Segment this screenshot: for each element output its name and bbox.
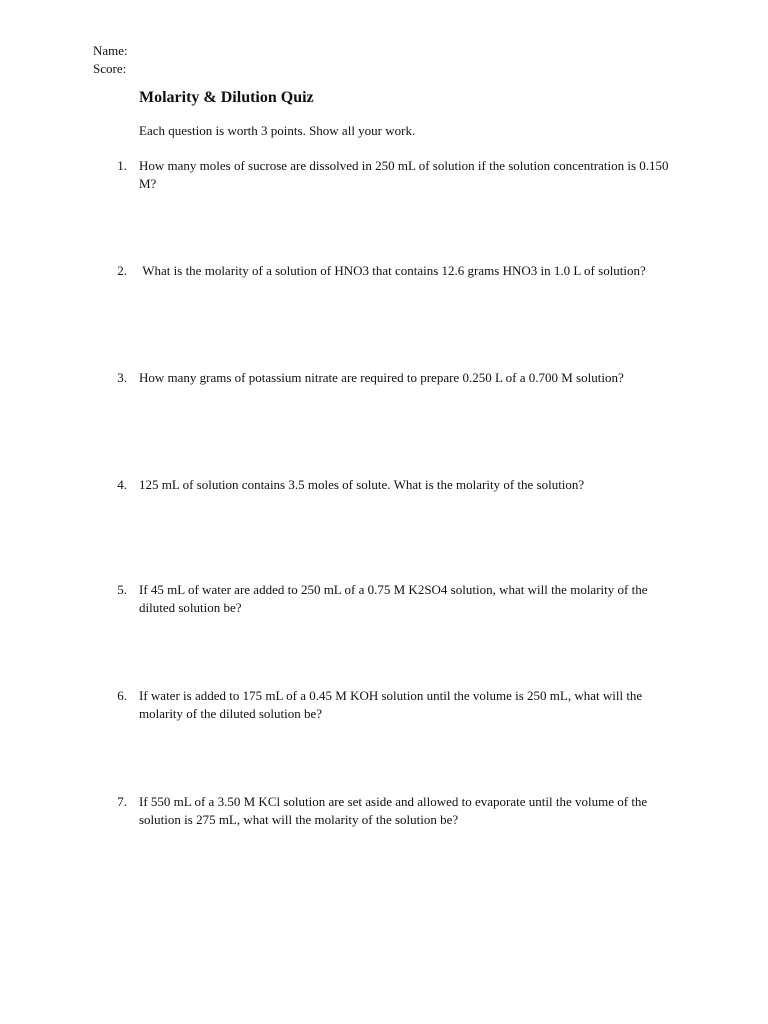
question-text: 125 mL of solution contains 3.5 moles of solute. What is the molarity of the solution? [139, 477, 585, 492]
question-text: What is the molarity of a solution of HNO3 that contains 12.6 grams HNO3 in 1.0 L of solution? [139, 263, 646, 278]
question-text: How many grams of potassium nitrate are required to prepare 0.250 L of a 0.700 M solution? [139, 370, 624, 385]
question-number: 2. [117, 263, 127, 278]
instructions: Each question is worth 3 points. Show all your work. [139, 123, 416, 138]
question-number: 6. [117, 688, 127, 703]
name-label: Name: [93, 43, 128, 58]
score-label: Score: [93, 61, 127, 76]
quiz-title: Molarity & Dilution Quiz [139, 89, 314, 106]
question-number: 4. [117, 477, 127, 492]
question-text: If 45 mL of water are added to 250 mL of a 0.75 M K2SO4 solution, what will the molarity of the diluted solution be? [139, 582, 648, 615]
question-number: 5. [117, 582, 127, 597]
question-text: If 550 mL of a 3.50 M KCl solution are set aside and allowed to evaporate until the volume of the solution is 275 mL, what will the molarity of the solution be? [139, 794, 648, 827]
question-number: 3. [117, 370, 127, 385]
question-number: 1. [117, 158, 127, 173]
question-number: 7. [117, 794, 127, 809]
question-text: How many moles of sucrose are dissolved in 250 mL of solution if the solution concentration is 0.150 M? [139, 158, 669, 191]
question-text: If water is added to 175 mL of a 0.45 M KOH solution until the volume is 250 mL, what will the molarity of the diluted solution be? [139, 688, 643, 721]
